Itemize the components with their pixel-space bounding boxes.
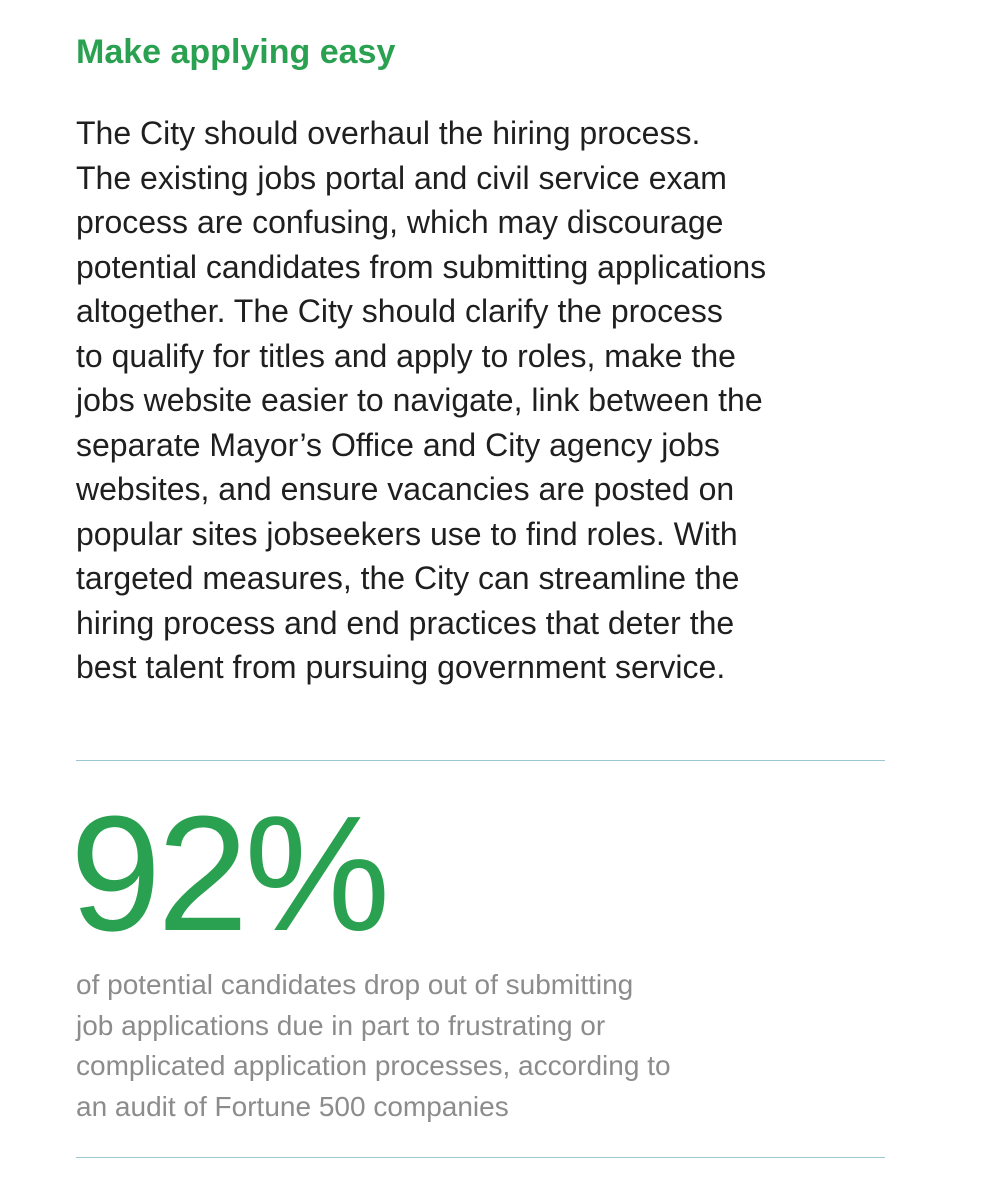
caption-line: of potential candidates drop out of submitting (76, 969, 634, 1000)
divider-bottom (76, 1157, 885, 1158)
body-line: altogether. The City should clarify the process (76, 293, 723, 329)
body-line: process are confusing, which may discourage (76, 204, 724, 240)
body-line: The City should overhaul the hiring process. (76, 115, 701, 151)
stat-number: 92% (70, 782, 387, 965)
body-line: websites, and ensure vacancies are posted on (76, 471, 735, 507)
section-heading: Make applying easy (76, 33, 396, 71)
body-line: targeted measures, the City can streamline the (76, 560, 740, 596)
stat-caption (76, 965, 671, 1127)
body-line: potential candidates from submitting applications (76, 248, 767, 285)
caption-line: job applications due in part to frustrating or (76, 1009, 606, 1041)
body-line: best talent from pursuing government service. (76, 649, 726, 685)
body-line: The existing jobs portal and civil service exam (76, 159, 727, 196)
divider-top (76, 760, 885, 761)
caption-line: an audit of Fortune 500 companies (76, 1090, 509, 1122)
body-line: jobs website easier to navigate, link between the (76, 382, 763, 418)
body-line: to qualify for titles and apply to roles, make the (76, 337, 736, 374)
body-line: popular sites jobseekers use to find roles. With (76, 515, 738, 552)
body-line: separate Mayor’s Office and City agency jobs (76, 426, 720, 463)
caption-line: complicated application processes, according to (76, 1050, 671, 1081)
body-paragraph (76, 111, 916, 690)
body-line: hiring process and end practices that deter the (76, 604, 735, 641)
